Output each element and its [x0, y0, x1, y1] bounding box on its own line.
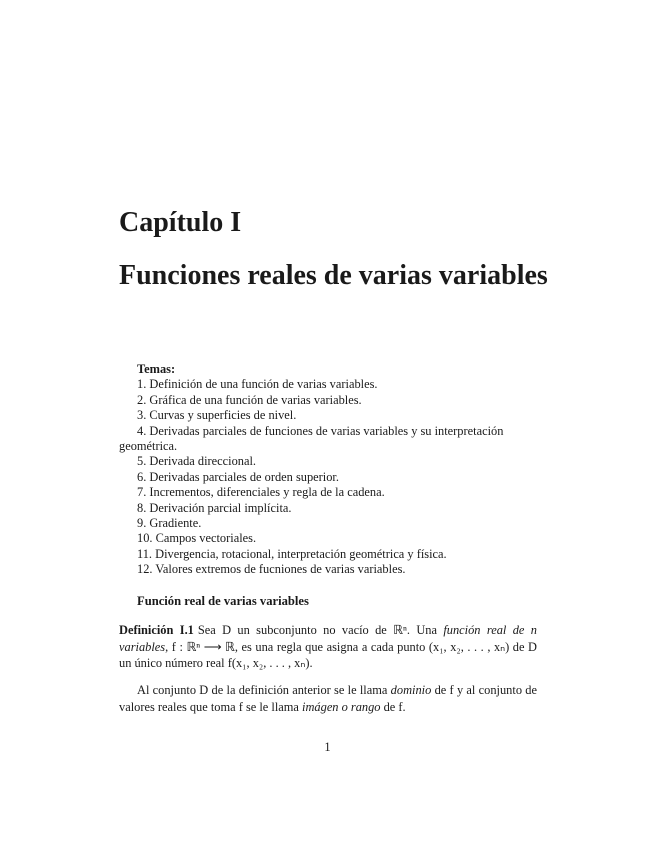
definition-text: Sea D un subconjunto no vacío de ℝⁿ. Una	[197, 623, 444, 637]
paragraph-text: de f.	[380, 699, 406, 714]
topic-item: 2. Gráfica de una función de varias variables.	[137, 392, 362, 407]
paragraph-text: de f y al conjunto de valores reales que toma f se le llama	[119, 683, 537, 714]
topic-item: 9. Gradiente.	[137, 516, 202, 531]
definition-term: función real de n variables	[119, 623, 537, 654]
definition-label: Definición I.1	[119, 623, 194, 637]
chapter-number: Capítulo I	[119, 207, 242, 238]
paragraph-text: Al conjunto D de la definición anterior se le llama	[137, 683, 391, 697]
topic-item: 6. Derivadas parciales de orden superior.	[137, 469, 339, 484]
topic-item: 11. Divergencia, rotacional, interpretación geométrica y física.	[137, 546, 447, 561]
page-number: 1	[324, 740, 331, 754]
topics-heading: Temas:	[137, 362, 176, 376]
topic-item: 5. Derivada direccional.	[137, 454, 257, 469]
topic-item: 3. Curvas y superficies de nivel.	[137, 408, 297, 423]
topic-item: 7. Incrementos, diferenciales y regla de la cadena.	[137, 485, 385, 500]
paragraph	[119, 682, 537, 715]
definition-block	[119, 622, 537, 672]
topics-list	[119, 362, 537, 578]
topic-item: 1. Definición de una función de varias variables.	[137, 377, 378, 392]
paragraph-term: dominio	[390, 683, 432, 697]
paragraph-term: imágen o rango	[302, 699, 381, 714]
topic-item: 4. Derivadas parciales de funciones de varias variables y su interpretación geométrica.	[119, 423, 504, 454]
topic-item: 10. Campos vectoriales.	[137, 531, 257, 546]
topic-item: 12. Valores extremos de fucniones de varias variables.	[137, 562, 406, 577]
section-heading: Función real de varias variables	[137, 594, 309, 608]
definition-text: , f : ℝⁿ ⟶ ℝ, es una regla que asigna a cada punto (x₁, x₂, . . . , xₙ) de D un único número real f(x₁, x₂, . . . , xₙ).	[119, 639, 537, 670]
chapter-title: Funciones reales de varias variables	[119, 260, 548, 291]
topic-item: 8. Derivación parcial implícita.	[137, 500, 292, 515]
